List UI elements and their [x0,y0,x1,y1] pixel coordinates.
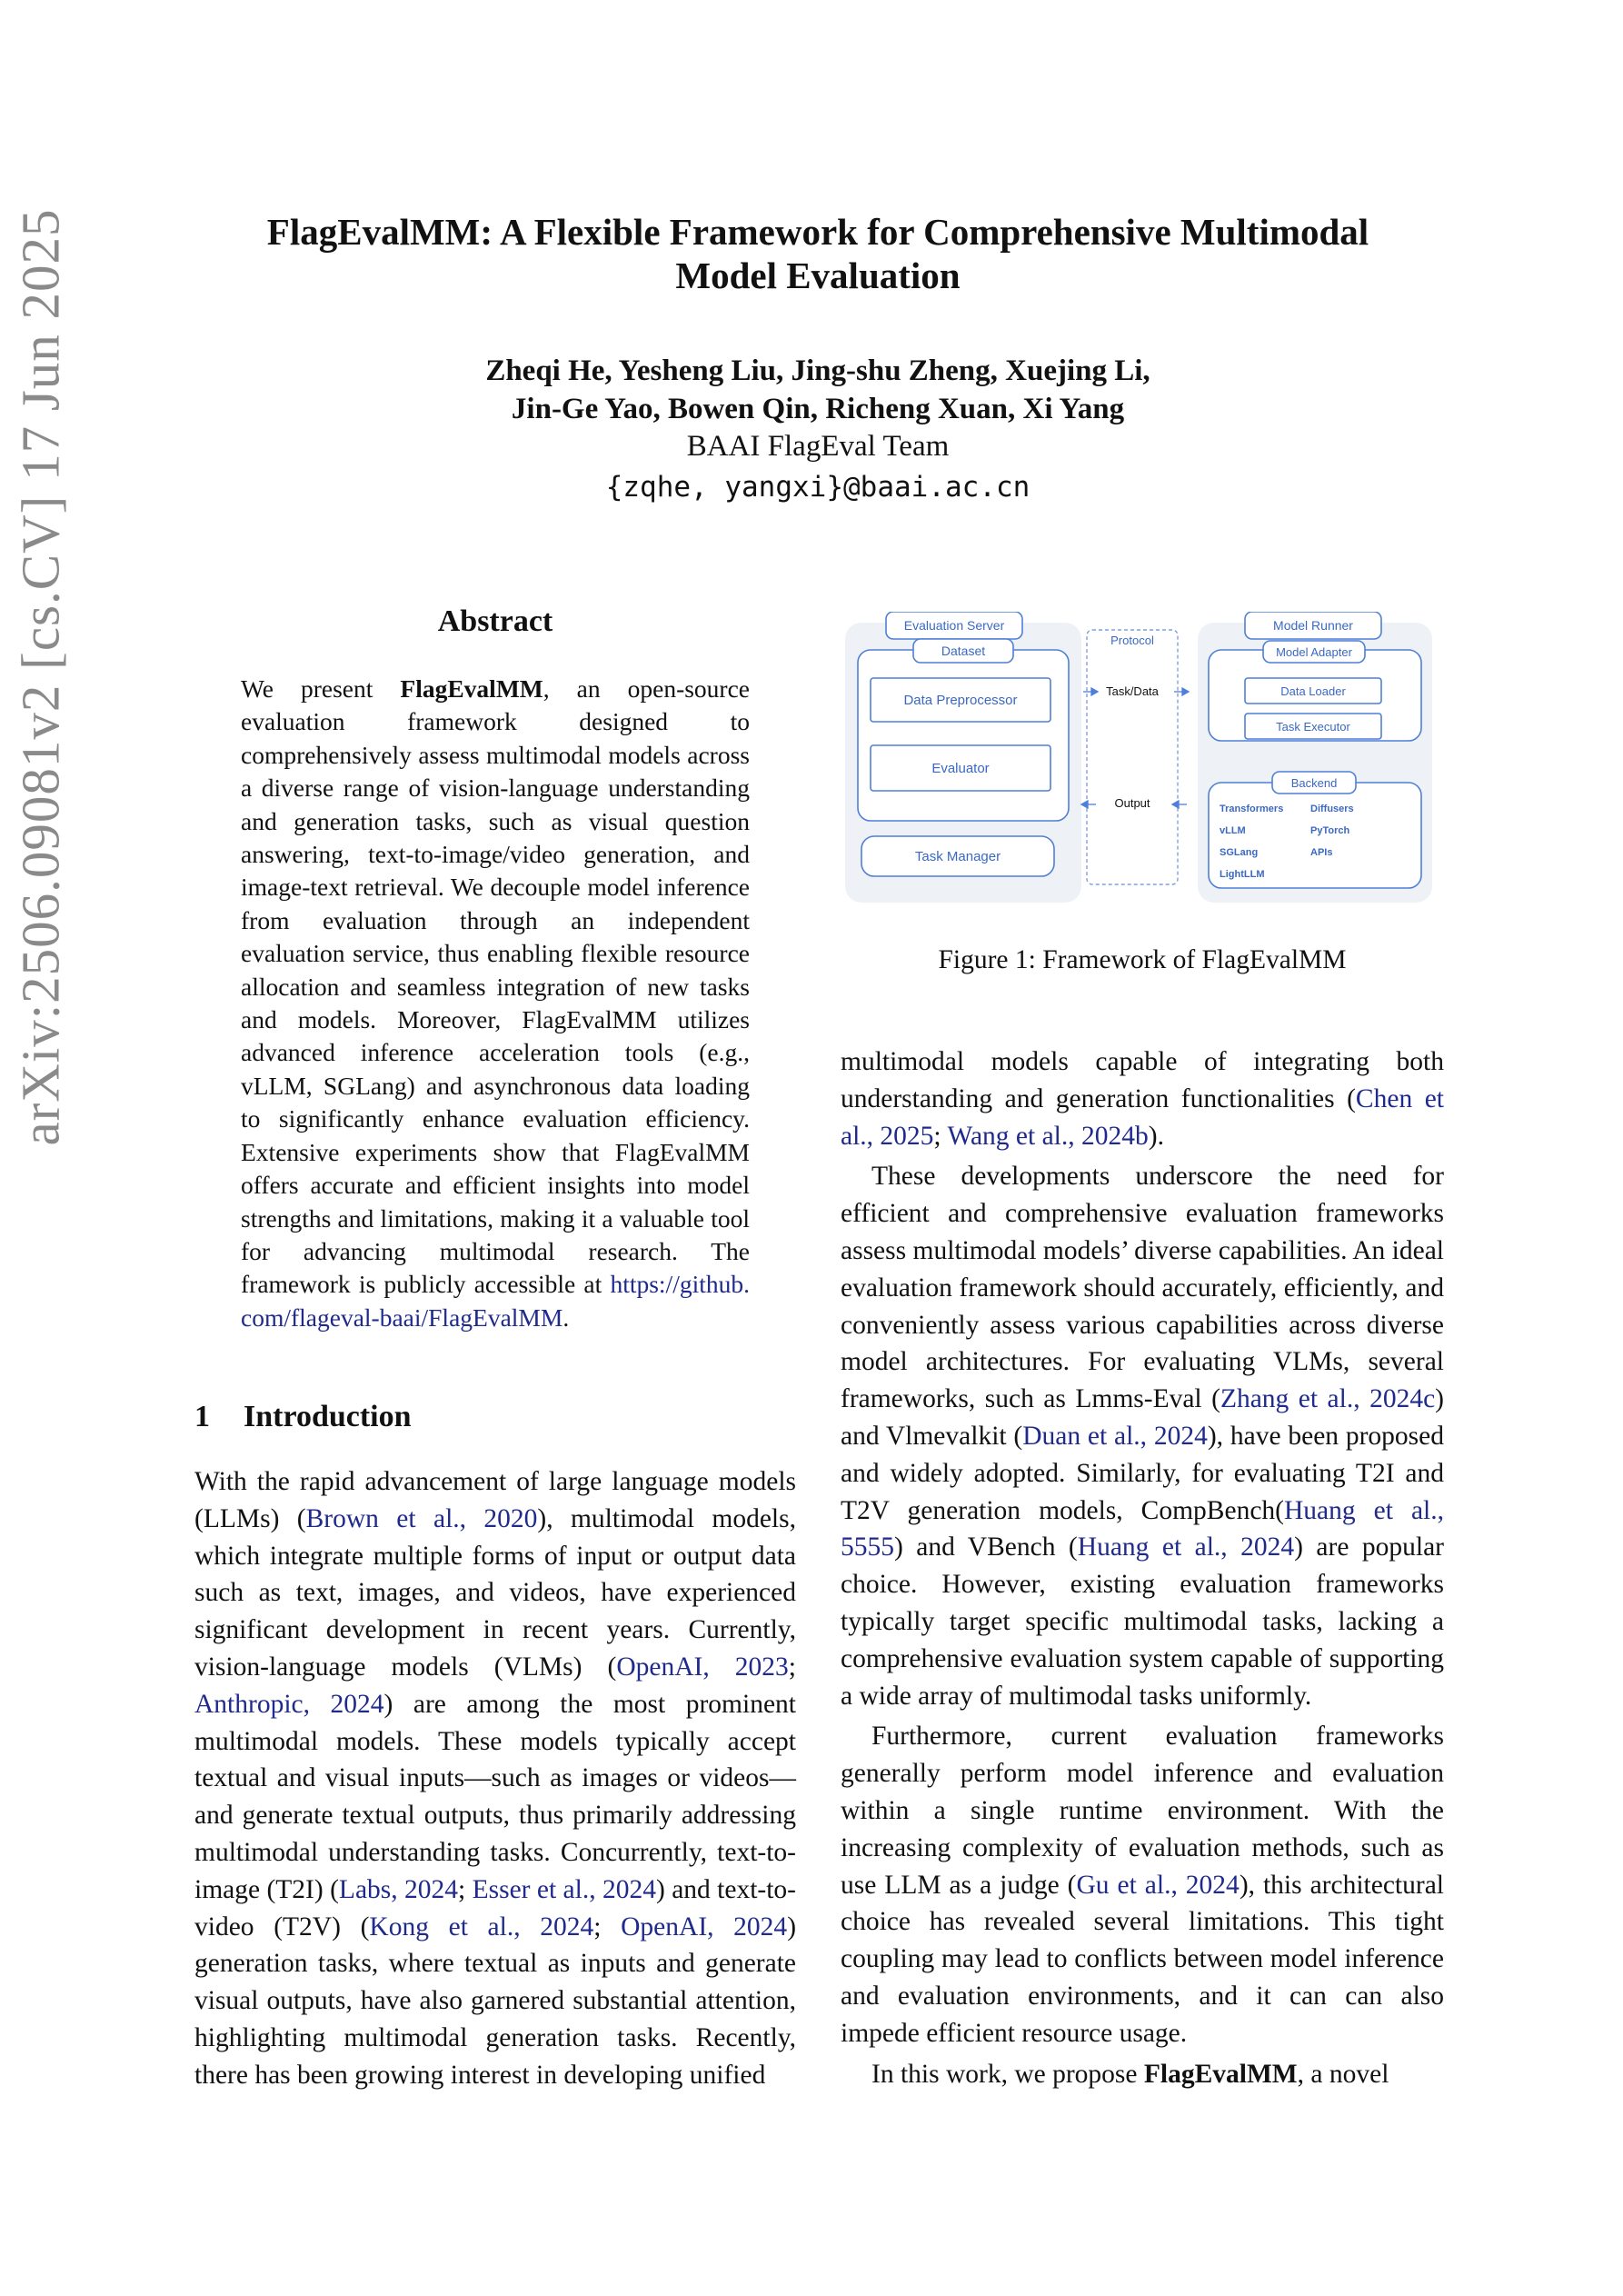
citation-link[interactable]: Wang et al., 2024b [947,1121,1149,1151]
text-run: , a novel [1297,2059,1389,2089]
text-run: ; [458,1874,473,1904]
protocol-label: Protocol [1110,634,1154,647]
evaluator-label: Evaluator [931,761,990,776]
citation-link[interactable]: Chen et al., 2025 [841,1083,1445,1151]
backend-vllm: vLLM [1220,825,1246,836]
text-run: ) generation tasks, where textual as inputs and generate visual outputs, have also garnered substantial attention, highlighting multimodal generation tasks. Recently, there has been growing interest in developing unified [194,1912,797,2090]
evaluation-server-label: Evaluation Server [903,618,1005,633]
citation-link[interactable]: OpenAI, 2024 [621,1912,788,1942]
text-run: ). [1148,1121,1164,1151]
text-run: ; [933,1121,948,1151]
text-run: ; [788,1652,796,1682]
intro-paragraph-1 [194,1463,796,2094]
text-run: ) and Vlmevalkit ( [841,1384,1444,1451]
text-run: ; [593,1912,622,1942]
abstract-body [241,673,750,1334]
section-number: 1 [194,1400,210,1433]
text-run: multimodal models capable of integrating both understanding and generation functionalities ( [841,1047,1444,1113]
intro-left-column [194,1463,796,2094]
citation-link[interactable]: Huang et al., 2024 [1077,1532,1295,1562]
text-run: ) and VBench ( [894,1532,1078,1562]
figure-caption: Figure 1: Framework of FlagEvalMM [938,945,1347,974]
backend-pytorch: PyTorch [1310,825,1350,836]
authors-line-1: Zheqi He, Yesheng Liu, Jing-shu Zheng, Xuejing Li, [485,354,1150,387]
framework-name: FlagEvalMM [400,674,543,703]
citation-link[interactable]: Brown et al., 2020 [305,1503,538,1533]
citation-link[interactable]: Duan et al., 2024 [1022,1421,1208,1451]
github-link[interactable]: https://github.com/flageval-baai/FlagEvalMM [241,1270,750,1332]
model-adapter-label: Model Adapter [1276,645,1352,659]
intro-paragraph-2 [841,1158,1444,1714]
author-list [145,352,1490,428]
citation-link[interactable]: Kong et al., 2024 [369,1912,594,1942]
backend-diffusers: Diffusers [1310,804,1354,814]
paper-title [145,210,1490,297]
citation-link[interactable]: Labs, 2024 [338,1874,459,1904]
dataset-label: Dataset [941,644,986,658]
intro-paragraph-4 [841,2056,1444,2093]
model-runner-label: Model Runner [1273,618,1353,633]
arrow-task-data-out [1174,688,1189,695]
citation-link[interactable]: OpenAI, 2023 [616,1652,789,1682]
text-run: With the rapid advancement of large language models (LLMs) ( [194,1467,796,1533]
text-run: ), this architectural choice has revealed several limitations. This tight coupling may lead to conflicts between model inference and evaluation environments, and it can can also impede efficient resource usage. [841,1870,1444,2048]
abstract-text: , an open-source evaluation framework designed to comprehensively assess multimodal models across a diverse range of vision-language understanding and generation tasks, such as visual question answering, text-to-image/video generation, and image-text retrieval. We decouple model inference from evaluation through an independent evaluation service, thus enabling flexible resource allocation and seamless integration of new tasks and models. Moreover, FlagEvalMM utilizes advanced inference acceleration tools (e.g., vLLM, SGLang) and asynchronous data loading to significantly enhance evaluation efficiency. Extensive experiments show that FlagEvalMM offers accurate and efficient insights into model strengths and limitations, making it a valuable tool for advancing multimodal research. The framework is publicly accessible at [241,674,750,1299]
protocol-column [1087,630,1178,884]
contact-email: {zqhe, yangxi}@baai.ac.cn [605,471,1031,504]
framework-name: FlagEvalMM [1143,2059,1298,2089]
arrow-output-in [1172,801,1187,808]
text-run: In this work, we propose [871,2059,1144,2089]
section-title: Introduction [244,1400,412,1433]
backend-apis: APIs [1310,847,1333,858]
data-preprocessor-label: Data Preprocessor [903,693,1018,708]
arrow-output-out [1081,801,1096,808]
output-label: Output [1114,796,1150,810]
authors-line-2: Jin-Ge Yao, Bowen Qin, Richeng Xuan, Xi Yang [511,393,1125,425]
framework-figure [845,612,1436,912]
backend-transformers: Transformers [1220,804,1284,814]
citation-link[interactable]: Gu et al., 2024 [1076,1870,1240,1900]
text-run: ) are popular choice. However, existing evaluation frameworks typically target specific multimodal tasks, lacking a comprehensive evaluation system capable of supporting a wide array of multimodal tasks uniformly. [841,1532,1444,1711]
title-line-1: FlagEvalMM: A Flexible Framework for Comprehensive Multimodal [266,211,1369,253]
backend-sglang: SGLang [1220,847,1259,858]
citation-link[interactable]: Anthropic, 2024 [194,1689,384,1719]
abstract-end: . [563,1303,570,1332]
text-run: ), have been proposed and widely adopted. Similarly, for evaluating T2I and T2V generation models, CompBench( [841,1421,1444,1525]
text-run: ) are among the most prominent multimodal models. These models typically accept textual and visual inputs—such as images or videos—and generate textual outputs, thus primarily addressing multimodal understanding tasks. Concurrently, text-to-image (T2I) ( [194,1689,796,1904]
text-run: Furthermore, current evaluation frameworks generally perform model inference and evaluation within a single runtime environment. With the increasing complexity of evaluation methods, such as use LLM as a judge ( [841,1722,1444,1900]
intro-paragraph-1-cont [841,1043,1444,1154]
text-run: ), multimodal models, which integrate multiple forms of input or output data such as text, images, and videos, have experienced significant development in recent years. Currently, vision-language models (VLMs) ( [194,1503,796,1682]
intro-right-column [841,1043,1444,2092]
text-run: ) and text-to-video (T2V) ( [194,1874,796,1942]
abstract-lead: We present [241,674,401,703]
affiliation: BAAI FlagEval Team [686,430,950,463]
section-heading-introduction [194,1400,412,1434]
arrow-task-data-in [1083,688,1098,695]
citation-link[interactable]: Zhang et al., 2024c [1220,1384,1436,1414]
citation-link[interactable]: Esser et al., 2024 [472,1874,656,1904]
task-data-label: Task/Data [1106,684,1159,698]
intro-paragraph-3 [841,1718,1444,2051]
citation-link[interactable]: Huang et al., 5555 [841,1495,1444,1562]
title-line-2: Model Evaluation [675,255,961,296]
arxiv-id-text: arXiv:2506.09081v2 [cs.CV] 17 Jun 2025 [10,208,71,1146]
task-executor-label: Task Executor [1276,720,1350,734]
text-run: These developments underscore the need for efficient and comprehensive evaluation frameworks assess multimodal models’ diverse capabilities. An ideal evaluation framework should accurately, efficiently, and conveniently assess various capabilities across diverse model architectures. For evaluating VLMs, several frameworks, such as Lmms-Eval ( [841,1162,1444,1414]
task-manager-label: Task Manager [914,849,1001,864]
data-loader-label: Data Loader [1280,684,1346,698]
dataset-group [858,650,1069,821]
backend-label: Backend [1290,776,1338,790]
abstract-heading: Abstract [437,604,553,638]
backend-lightllm: LightLLM [1220,869,1265,880]
